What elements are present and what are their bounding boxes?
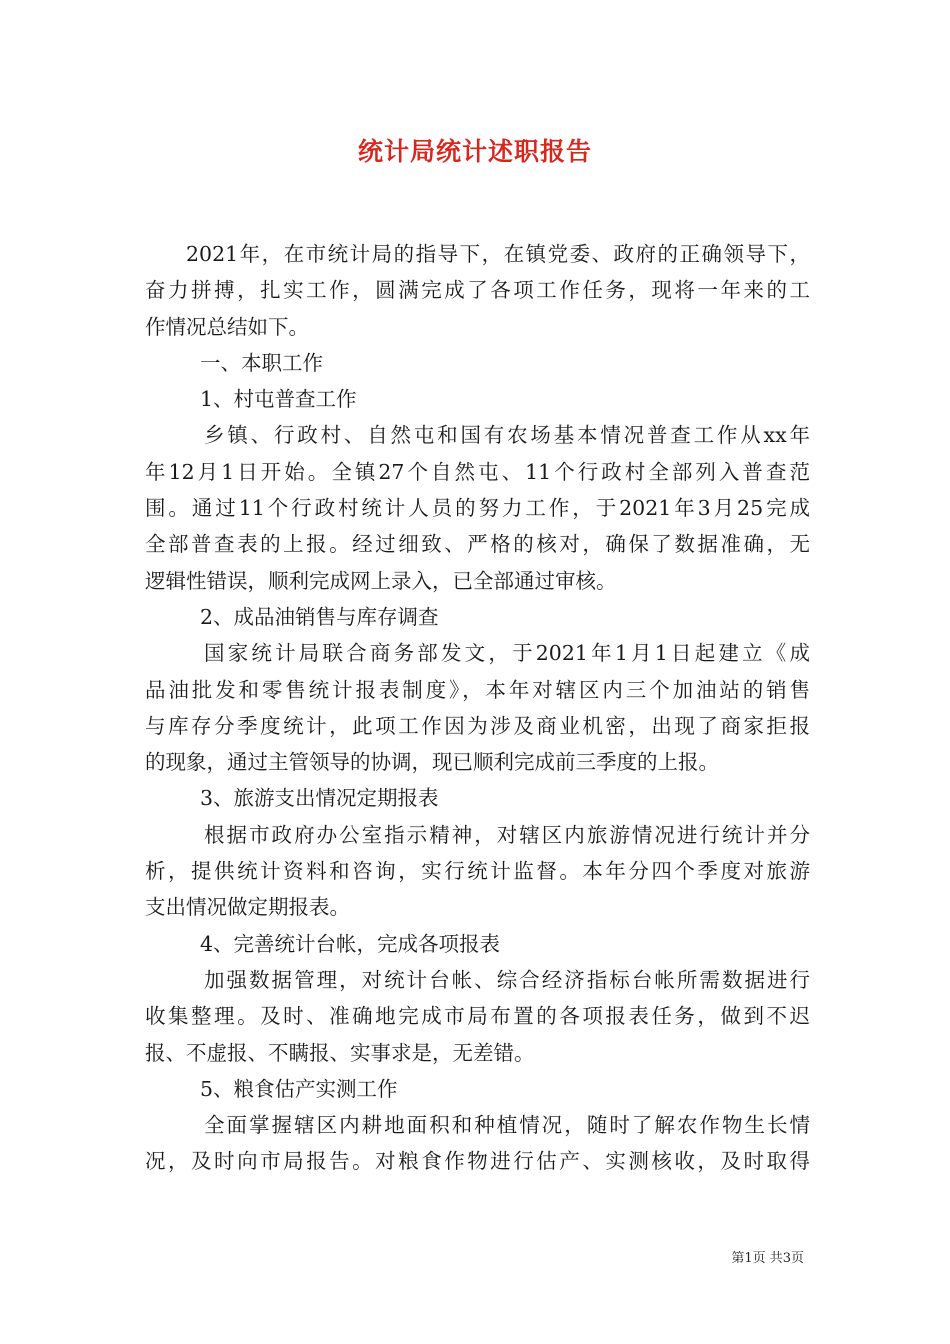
body-line: 根据市政府办公室指示精神，对辖区内旅游情况进行统计并分 bbox=[204, 822, 810, 847]
body-line: 一、本职工作 bbox=[200, 350, 323, 375]
body-line: 品油批发和零售统计报表制度》，本年对辖区内三个加油站的销售 bbox=[145, 677, 810, 702]
body-line: 围。通过11个行政村统计人员的努力工作，于2021年3月25完成 bbox=[145, 496, 810, 521]
body-line: 5、粮食估产实测工作 bbox=[200, 1076, 398, 1101]
body-line: 3、旅游支出情况定期报表 bbox=[200, 786, 439, 811]
document-title: 统计局统计述职报告 bbox=[357, 137, 592, 166]
body-line: 乡镇、行政村、自然屯和国有农场基本情况普查工作从xx年 bbox=[204, 423, 810, 448]
body-line: 加强数据管理，对统计台帐、综合经济指标台帐所需数据进行 bbox=[204, 967, 810, 992]
body-line: 析，提供统计资料和咨询，实行统计监督。本年分四个季度对旅游 bbox=[145, 859, 810, 884]
body-line: 与库存分季度统计，此项工作因为涉及商业机密，出现了商家拒报 bbox=[145, 713, 810, 738]
body-line: 报、不虚报、不瞒报、实事求是，无差错。 bbox=[145, 1040, 535, 1065]
body-line: 奋力拼搏，扎实工作，圆满完成了各项工作任务，现将一年来的工 bbox=[145, 278, 810, 303]
body-line: 全面掌握辖区内耕地面积和种植情况，随时了解农作物生长情 bbox=[204, 1113, 810, 1138]
body-line: 况，及时向市局报告。对粮食作物进行估产、实测核收，及时取得 bbox=[145, 1149, 810, 1174]
body-line: 4、完善统计台帐，完成各项报表 bbox=[200, 931, 501, 956]
body-line: 年12月1日开始。全镇27个自然屯、11个行政村全部列入普查范 bbox=[145, 459, 810, 484]
document-body bbox=[145, 236, 810, 1180]
body-line: 收集整理。及时、准确地完成市局布置的各项报表任务，做到不迟 bbox=[145, 1004, 810, 1029]
body-line: 1、村屯普查工作 bbox=[200, 387, 357, 412]
body-line: 2021年，在市统计局的指导下，在镇党委、政府的正确领导下， bbox=[186, 242, 810, 266]
page-footer: 第1页 共3页 bbox=[731, 1251, 804, 1266]
body-line: 全部普查表的上报。经过细致、严格的核对，确保了数据准确，无 bbox=[145, 532, 810, 557]
body-line: 2、成品油销售与库存调查 bbox=[200, 604, 439, 629]
body-line: 的现象，通过主管领导的协调，现已顺利完成前三季度的上报。 bbox=[145, 750, 719, 775]
body-line: 国家统计局联合商务部发文，于2021年1月1日起建立《成 bbox=[204, 641, 810, 666]
body-line: 逻辑性错误，顺利完成网上录入，已全部通过审核。 bbox=[145, 568, 617, 593]
body-line: 支出情况做定期报表。 bbox=[145, 895, 350, 920]
body-line: 作情况总结如下。 bbox=[145, 314, 309, 339]
